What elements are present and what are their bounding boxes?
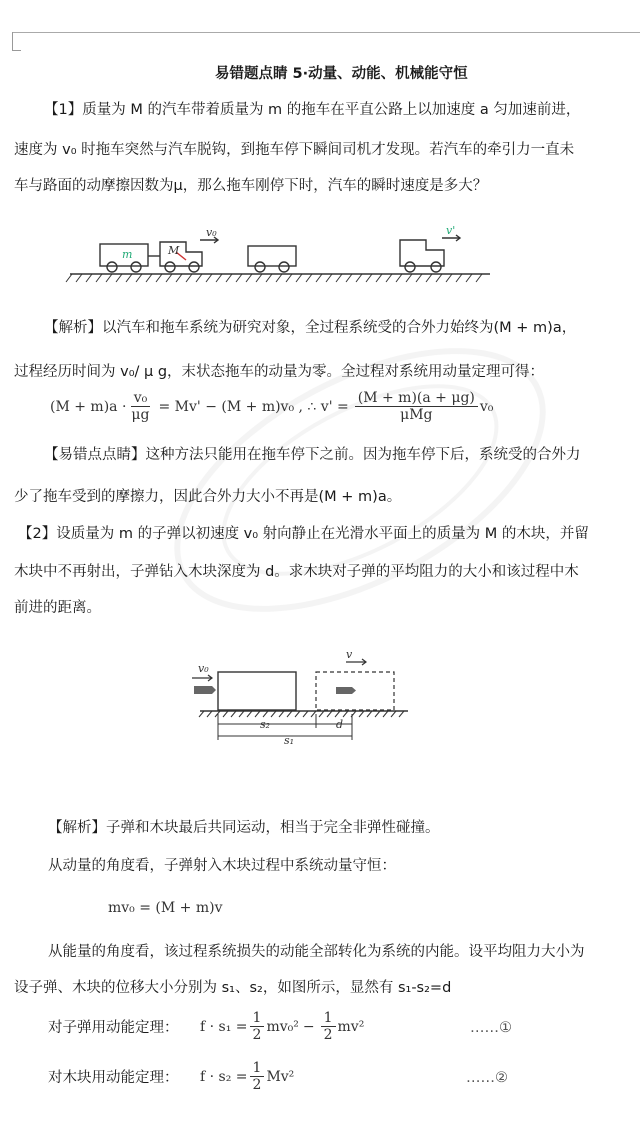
eq2-minus: − (302, 1018, 315, 1035)
eq2-lhs: f · s₁ = (200, 1018, 248, 1035)
page-title: 易错题点睛 5·动量、动能、机械能守恒 (215, 66, 468, 82)
ground-hatching (66, 274, 482, 282)
analysis2-line4: 设子弹、木块的位移大小分别为 s₁、s₂，如图所示，显然有 s₁-s₂=d (14, 980, 452, 996)
block-energy-equation (200, 1060, 294, 1093)
frac1-numerator: v₀ (131, 390, 151, 407)
eq3-half (250, 1060, 265, 1093)
problem1-line1: 【1】质量为 M 的汽车带着质量为 m 的拖车在平直公路上以加速度 a 匀加速前进， (44, 102, 581, 118)
stopped-trailer (248, 246, 296, 272)
eq2-term2: mv² (337, 1018, 365, 1035)
label-v0: v₀ (206, 226, 217, 239)
half-den: 2 (252, 1077, 262, 1093)
initial-bullet (192, 675, 216, 694)
ground-hatching-2 (199, 711, 404, 717)
eq2-label: 对子弹用动能定理： (48, 1020, 179, 1036)
formula-mid: = Mv' − (M + m)v₀ , ∴ v' = (158, 398, 349, 415)
figure-cars (60, 222, 500, 288)
frac1-denominator: μg (131, 407, 150, 423)
frac2-denominator: μMg (400, 407, 433, 423)
label-M: M (168, 244, 180, 257)
problem1-line2: 速度为 v₀ 时拖车突然与汽车脱钩，到拖车停下瞬间司机才发现。若汽车的牵引力一直未 (14, 142, 575, 158)
eq3-label: 对木块用动能定理： (48, 1070, 179, 1086)
label-v0: v₀ (198, 662, 209, 675)
eq2-half-2 (321, 1010, 336, 1043)
problem2-line3: 前进的距离。 (14, 600, 101, 616)
formula-tail: v₀ (479, 398, 494, 415)
label-d: d (336, 718, 344, 731)
half-num: 1 (250, 1010, 265, 1027)
label-s2: s₂ (260, 718, 271, 731)
formula-lhs: (M + m)a · (50, 398, 127, 415)
half-den: 2 (323, 1027, 333, 1043)
eq2-number: ……① (470, 1020, 512, 1036)
label-v: v (346, 648, 353, 661)
formula-frac2 (355, 390, 478, 423)
embedded-bullet (336, 687, 356, 694)
momentum-equation: mv₀ = (M + m)v (108, 900, 223, 916)
eq3-term1: Mv² (266, 1068, 295, 1085)
half-num: 1 (321, 1010, 336, 1027)
figure-bullet-block (186, 648, 426, 748)
tip1-line1: 【易错点点睛】这种方法只能用在拖车停下之前。因为拖车停下后，系统受的合外力 (44, 447, 581, 463)
bullet-energy-equation (200, 1010, 364, 1043)
problem2-line1: 【2】设质量为 m 的子弹以初速度 v₀ 射向静止在光滑水平面上的质量为 M 的木块，并留 (18, 526, 589, 542)
tip1-line2: 少了拖车受到的摩擦力，因此合外力大小不再是(M + m)a。 (14, 489, 402, 505)
page-top-border (12, 32, 640, 33)
car-alone (400, 235, 460, 272)
frac2-numerator: (M + m)(a + μg) (355, 390, 478, 407)
crop-mark (12, 32, 21, 51)
half-den: 2 (252, 1027, 262, 1043)
analysis2-line3: 从能量的角度看，该过程系统损失的动能全部转化为系统的内能。设平均阻力大小为 (48, 944, 585, 960)
eq3-number: ……② (466, 1070, 508, 1086)
problem1-line3: 车与路面的动摩擦因数为μ，那么拖车刚停下时，汽车的瞬时速度是多大？ (14, 178, 488, 194)
analysis1-formula (50, 390, 493, 423)
eq2-half-1 (250, 1010, 265, 1043)
eq3-lhs: f · s₂ = (200, 1068, 248, 1085)
formula-frac1 (128, 390, 152, 423)
analysis1-line2: 过程经历时间为 v₀/ μ g，末状态拖车的动量为零。全过程对系统用动量定理可得： (14, 364, 545, 380)
label-m: m (122, 248, 133, 261)
block-initial (218, 672, 296, 710)
analysis1-line1: 【解析】以汽车和拖车系统为研究对象，全过程系统受的合外力始终为(M + m)a， (44, 320, 577, 336)
problem2-line2: 木块中不再射出，子弹钻入木块深度为 d。求木块对子弹的平均阻力的大小和该过程中木 (14, 564, 579, 580)
label-s1: s₁ (284, 734, 295, 747)
label-v-prime: v' (446, 224, 456, 237)
analysis2-line1: 【解析】子弹和木块最后共同运动，相当于完全非弹性碰撞。 (48, 820, 440, 836)
analysis2-line2: 从动量的角度看，子弹射入木块过程中系统动量守恒： (48, 858, 396, 874)
trailer-and-car (100, 237, 218, 272)
eq2-term1: mv₀² (266, 1018, 299, 1035)
half-num: 1 (250, 1060, 265, 1077)
